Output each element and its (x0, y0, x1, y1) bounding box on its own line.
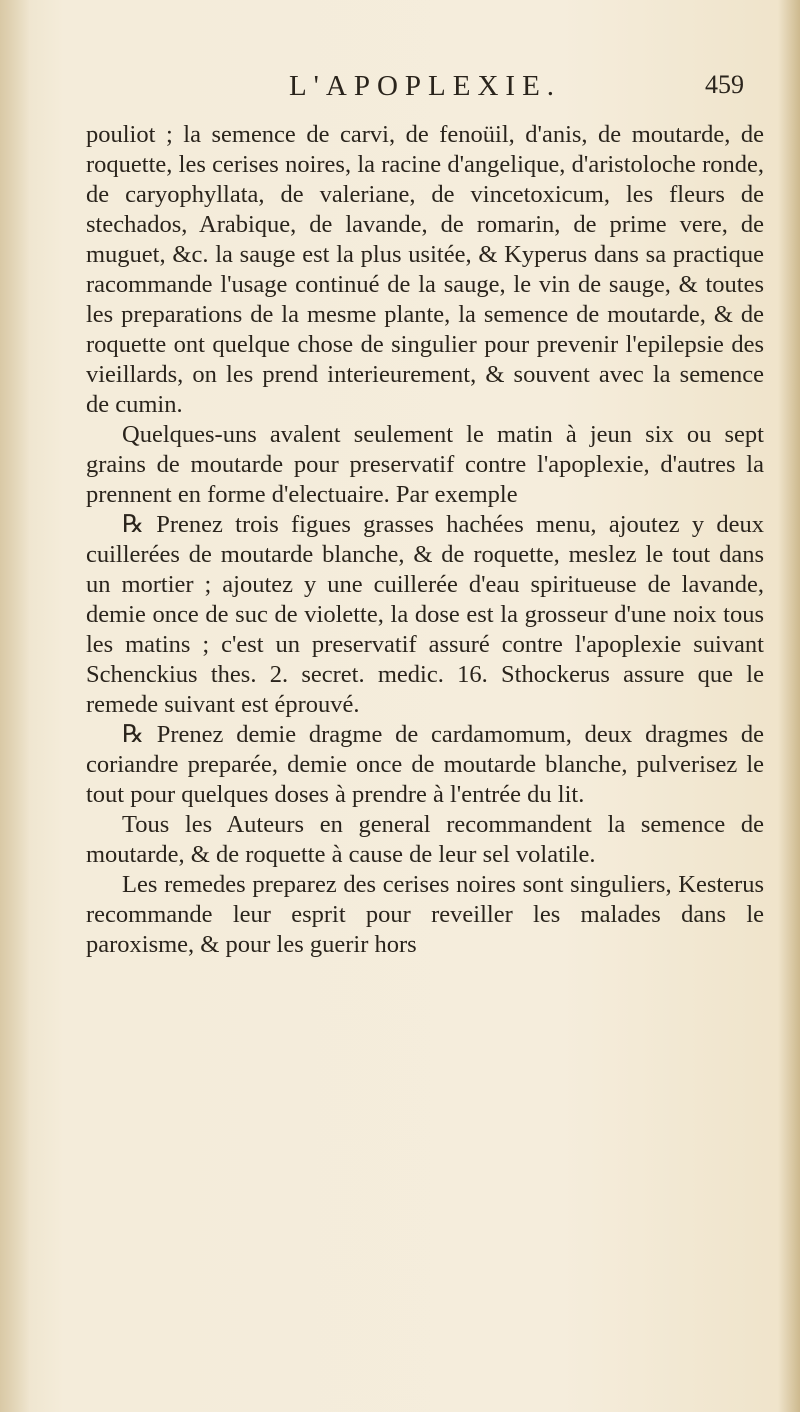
paragraph-2: Quelques-uns avalent seulement le matin à jeun six ou sept grains de moutarde pour preservatif contre l'apoplexie, d'autres la prennent en forme d'electuaire. Par exemple (86, 421, 764, 508)
paragraph-5: Tous les Auteurs en general recommandent la semence de moutarde, & de roquette à cause de leur sel volatile. (86, 811, 764, 868)
body-text (86, 120, 764, 960)
paragraph-1: pouliot ; la semence de carvi, de fenoüil, d'anis, de moutarde, de roquette, les cerises noires, la racine d'angelique, d'aristoloche ronde, de caryophyllata, de valeriane, de vincetoxicum, les fleurs de stechados, Arabique, de lavande, de romarin, de prime vere, de muguet, &c. la sauge est la plus usitée, & Kyperus dans sa practique racommande l'usage continué de la sauge, le vin de sauge, & toutes les preparations de la mesme plante, la semence de moutarde, & de roquette ont quelque chose de singulier pour prevenir l'epilepsie des vieillards, on les prend interieurement, & souvent avec la semence de cumin. (86, 121, 764, 418)
page-edge-shadow (778, 0, 800, 1412)
running-title: L'APOPLEXIE. (288, 70, 562, 102)
page-gutter-shadow (0, 0, 30, 1412)
recipe-2: ℞ Prenez demie dragme de cardamomum, deux dragmes de coriandre preparée, demie once de moutarde blanche, pulverisez le tout pour quelques doses à prendre à l'entrée du lit. (86, 721, 764, 808)
page-number: 459 (705, 70, 744, 99)
page-header (86, 62, 764, 108)
recipe-1: ℞ Prenez trois figues grasses hachées menu, ajoutez y deux cuillerées de moutarde blanche, & de roquette, meslez le tout dans un mortier ; ajoutez y une cuillerée d'eau spiritueuse de lavande, demie once de suc de violette, la dose est la grosseur d'une noix tous les matins ; c'est un preservatif assuré contre l'apoplexie suivant Schenckius thes. 2. secret. medic. 16. Sthockerus assure que le remede suivant est éprouvé. (86, 511, 764, 718)
paragraph-6: Les remedes preparez des cerises noires sont singuliers, Kesterus recommande leur esprit pour reveiller les malades dans le paroxisme, & pour les guerir hors (86, 871, 764, 958)
